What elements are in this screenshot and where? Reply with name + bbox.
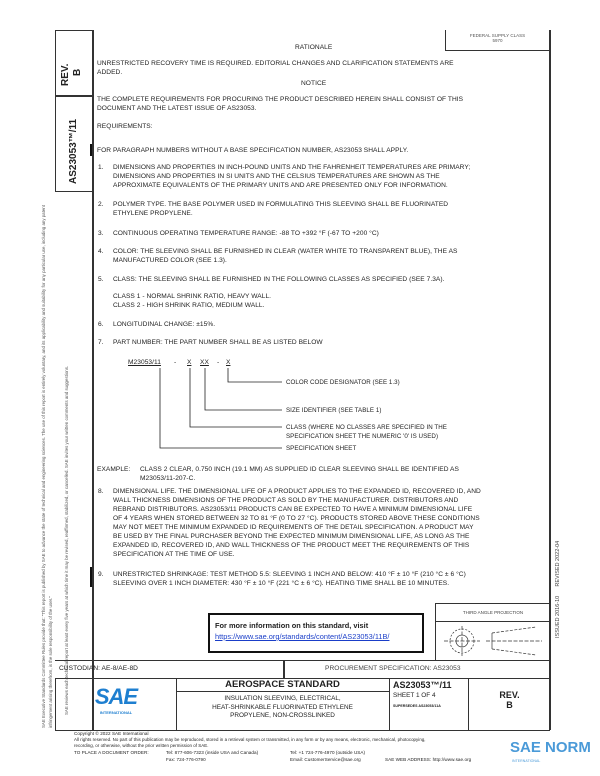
example-text: M23053/11-207-C.	[140, 475, 196, 482]
rights-text: recording, or otherwise, without the prior written permission of SAE.	[74, 743, 209, 748]
aerospace-standard-heading: AEROSPACE STANDARD	[176, 678, 389, 692]
watermark-text: SAE NORM	[510, 739, 591, 756]
item-text: MAY NOT MEET THE MINIMUM EXPANDED ID REQUIREMENTS OF THE DETAIL SPECIFICATION. A PRODUCT MAY	[113, 524, 474, 531]
pn-label-spec: SPECIFICATION SHEET	[286, 445, 357, 452]
fax: Fax: 724-776-0790	[166, 757, 206, 762]
example-text: CLASS 2 CLEAR, 0.750 INCH (19.1 MM) AS SUPPLIED ID CLEAR SLEEVING SHALL BE IDENTIFIED AS	[140, 466, 459, 473]
item-text: PART NUMBER: THE PART NUMBER SHALL BE AS LISTED BELOW	[113, 339, 323, 346]
doc-number: AS23053™/11	[393, 680, 452, 690]
item-number: 4.	[98, 248, 104, 255]
item-text: MANUFACTURED COLOR (SEE 1.3).	[113, 257, 227, 264]
item-text: SLEEVING OVER 1 INCH DIAMETER: 430 °F ± 10 °F (221 °C ± 6 °C). HEATING TIME SHALL BE 10 MINUTES.	[113, 580, 450, 587]
pn-class: X	[187, 359, 192, 366]
divider	[283, 661, 285, 678]
rights-text: All rights reserved. No part of this publication may be reproduced, stored in a retrieval system or transmitted, in any form or by any means, electronic, mechanical, photocopying,	[74, 737, 426, 742]
item-text: WALL THICKNESS DIMENSIONS OF THE PRODUCT AS SOLD BY THE MANUFACTURER. DISTRIBUTORS AND	[113, 497, 459, 504]
item-text: ETHYLENE PROPYLENE.	[113, 210, 193, 217]
item-text: APPROXIMATE EQUIVALENTS OF THE PRIMARY UNITS AND ARE PRESENTED ONLY FOR INFORMATION.	[113, 182, 448, 189]
pn-separator: -	[174, 359, 177, 366]
item-text: DIMENSIONS AND PROPERTIES IN INCH-POUND UNITS AND THE FAHRENHEIT TEMPERATURES ARE PRIMARY;	[113, 164, 471, 171]
class-text: CLASS 2 - HIGH SHRINK RATIO, MEDIUM WALL.	[113, 302, 265, 309]
class-text: CLASS 1 - NORMAL SHRINK RATIO, HEAVY WALL.	[113, 293, 272, 300]
side-rev-value: B	[72, 68, 83, 76]
pn-label-class: SPECIFICATION SHEET THE NUMERIC '0' IS USED)	[286, 433, 439, 440]
item-text: BE USED BY THE FINAL PURCHASER BEYOND THE EXPECTED MINIMUM DIMENSIONAL LIFE, AS LONG AS THE	[113, 533, 470, 540]
notice-text: DOCUMENT AND THE LATEST ISSUE OF AS23053.	[97, 105, 257, 112]
sae-logo	[55, 678, 177, 730]
copyright: Copyright © 2022 SAE International	[74, 731, 149, 736]
side-disclaimer-1: SAE Executive Standards Committee Rules provide that: "This report is published by SAE to advance the state of technical and engineering sciences. The use of this report is entirely voluntary, and its applicability and suitability for any particular use, including any patent infringement arising therefrom, is the sole responsibility of the user."	[41, 205, 53, 728]
leader-class	[190, 368, 282, 427]
revised-text: REVISED 2022-04	[555, 540, 561, 587]
item-text: LONGITUDINAL CHANGE: ±15%.	[113, 321, 216, 328]
item-text: REBRAND DISTRIBUTORS. AS23053/11 PRODUCTS CAN BE EXPECTED TO HAVE A MINIMUM DIMENSIONAL LIFE	[113, 506, 473, 513]
leader-size	[205, 368, 282, 410]
item-text: POLYMER TYPE. THE BASE POLYMER USED IN FORMULATING THIS SLEEVING SHALL BE FLUORINATED	[113, 201, 449, 208]
item-text: DIMENSIONS AND PROPERTIES IN SI UNITS AND THE CELSIUS TEMPERATURES ARE SHOWN AS THE	[113, 173, 440, 180]
item-number: 9.	[98, 571, 104, 578]
example-label: EXAMPLE:	[97, 466, 131, 473]
item-text: OF 4 YEARS WHEN STORED BETWEEN 32 TO 81 °F (0 TO 27 °C). PRODUCTS STORED ABOVE THESE CONDITIONS	[113, 515, 480, 522]
pn-label-size: SIZE IDENTIFIER (SEE TABLE 1)	[286, 407, 382, 414]
item-text: CLASS: THE SLEEVING SHALL BE FURNISHED IN THE FOLLOWING CLASSES AS SPECIFIED (SEE 7.3A).	[113, 276, 445, 283]
change-bar	[90, 567, 92, 587]
fsc-label: FEDERAL SUPPLY CLASS	[469, 33, 526, 38]
pn-size: XX	[200, 359, 209, 366]
more-info-text: For more information on this standard, visit	[215, 621, 369, 630]
doc-title	[176, 695, 389, 721]
third-angle-projection-icon	[436, 622, 550, 660]
pn-color: X	[226, 359, 231, 366]
side-doc-number: AS23053™/11	[68, 118, 79, 184]
rationale-heading: RATIONALE	[295, 44, 333, 51]
projection-label: THIRD ANGLE PROJECTION	[436, 604, 550, 622]
more-info-box	[208, 613, 424, 653]
sae-logo-text: SAE	[94, 684, 138, 709]
rev-value: B	[506, 700, 513, 710]
sae-logo-sub: INTERNATIONAL	[99, 710, 133, 715]
issued-text: ISSUED 2016-10	[555, 595, 561, 638]
watermark-sub: INTERNATIONAL	[512, 759, 541, 763]
phone-us: Tel: 877-606-7323 (inside USA and Canada)	[166, 750, 259, 755]
order-label: TO PLACE A DOCUMENT ORDER:	[74, 750, 149, 755]
item-text: COLOR: THE SLEEVING SHALL BE FURNISHED IN CLEAR (WATER WHITE TO TRANSPARENT BLUE), THE AS	[113, 248, 458, 255]
pn-base: M23053/11	[128, 359, 161, 366]
item-text: SPECIFICATION AT THE TIME OF USE.	[113, 551, 235, 558]
rev-label: REV.	[499, 690, 520, 700]
pn-separator: -	[217, 359, 220, 366]
standard-link[interactable]: https://www.sae.org/standards/content/AS23053/11B/	[215, 632, 390, 641]
phone-intl: Tel: +1 724-776-4970 (outside USA)	[290, 750, 366, 755]
item-number: 2.	[98, 201, 104, 208]
supersedes: SUPERSEDES AS23053/11A	[393, 704, 441, 708]
custodian: CUSTODIAN: AE-8/AE-8D	[59, 665, 138, 672]
web-address[interactable]: SAE WEB ADDRESS: http://www.sae.org	[385, 757, 472, 762]
pn-label-color: COLOR CODE DESIGNATOR (SEE 1.3)	[286, 379, 400, 386]
item-text: EXPANDED ID, RECOVERED ID, AND WALL THICKNESS OF THE PRODUCT MEET THE REQUIREMENTS OF THIS	[113, 542, 470, 549]
leader-spec	[160, 368, 282, 448]
title-center	[176, 678, 389, 730]
doc-title-line: PROPYLENE, NON-CROSSLINKED	[230, 712, 335, 720]
doc-number-cell	[389, 678, 469, 730]
item-text: CONTINUOUS OPERATING TEMPERATURE RANGE: -88 TO +392 °F (-67 TO +200 °C)	[113, 230, 379, 237]
doc-title-line: HEAT-SHRINKABLE FLUORINATED ETHYLENE	[212, 703, 353, 711]
requirements-heading: REQUIREMENTS:	[97, 123, 153, 130]
side-disclaimer-2: SAE reviews each technical report at least every five years at which time it may be revised, reaffirmed, stabilized, or cancelled. SAE invites your written comments and suggestions.	[64, 365, 69, 715]
item-number: 6.	[98, 321, 104, 328]
notice-text: THE COMPLETE REQUIREMENTS FOR PROCURING THE PRODUCT DESCRIBED HEREIN SHALL CONSIST OF THIS	[97, 96, 464, 103]
item-text: DIMENSIONAL LIFE. THE DIMENSIONAL LIFE OF A PRODUCT APPLIES TO THE EXPANDED ID, RECOVERED ID, AND	[113, 488, 481, 495]
custodian-row	[55, 660, 550, 679]
doc-title-line: INSULATION SLEEVING, ELECTRICAL,	[224, 695, 341, 702]
fsc-value: 5970	[492, 38, 503, 43]
procurement-spec: PROCUREMENT SPECIFICATION: AS23053	[325, 665, 461, 672]
email: Email: CustomerService@sae.org	[290, 757, 361, 762]
rationale-text: ADDED.	[97, 69, 123, 76]
rationale-text: UNRESTRICTED RECOVERY TIME IS REQUIRED. EDITORIAL CHANGES AND CLARIFICATION STATEMENTS ARE	[97, 60, 454, 67]
sheet-number: SHEET 1 OF 4	[393, 692, 436, 699]
item-number: 7.	[98, 339, 104, 346]
item-number: 3.	[98, 230, 104, 237]
sae-norm-watermark	[510, 740, 591, 756]
item-number: 8.	[98, 488, 104, 495]
item-number: 5.	[98, 276, 104, 283]
side-rev-label: REV.	[60, 63, 71, 86]
notice-heading: NOTICE	[301, 80, 327, 87]
requirements-intro: FOR PARAGRAPH NUMBERS WITHOUT A BASE SPECIFICATION NUMBER, AS23053 SHALL APPLY.	[97, 147, 409, 154]
pn-label-class: CLASS (WHERE NO CLASSES ARE SPECIFIED IN THE	[286, 424, 447, 431]
leader-color	[228, 368, 282, 382]
item-text: UNRESTRICTED SHRINKAGE: TEST METHOD 5.5: SLEEVING 1 INCH AND BELOW: 410 °F ± 10 °F (210 °C ± 6 °C)	[113, 571, 466, 578]
projection-box	[435, 603, 550, 660]
rev-cell	[469, 678, 550, 730]
title-block	[55, 678, 550, 731]
item-number: 1.	[98, 164, 104, 171]
